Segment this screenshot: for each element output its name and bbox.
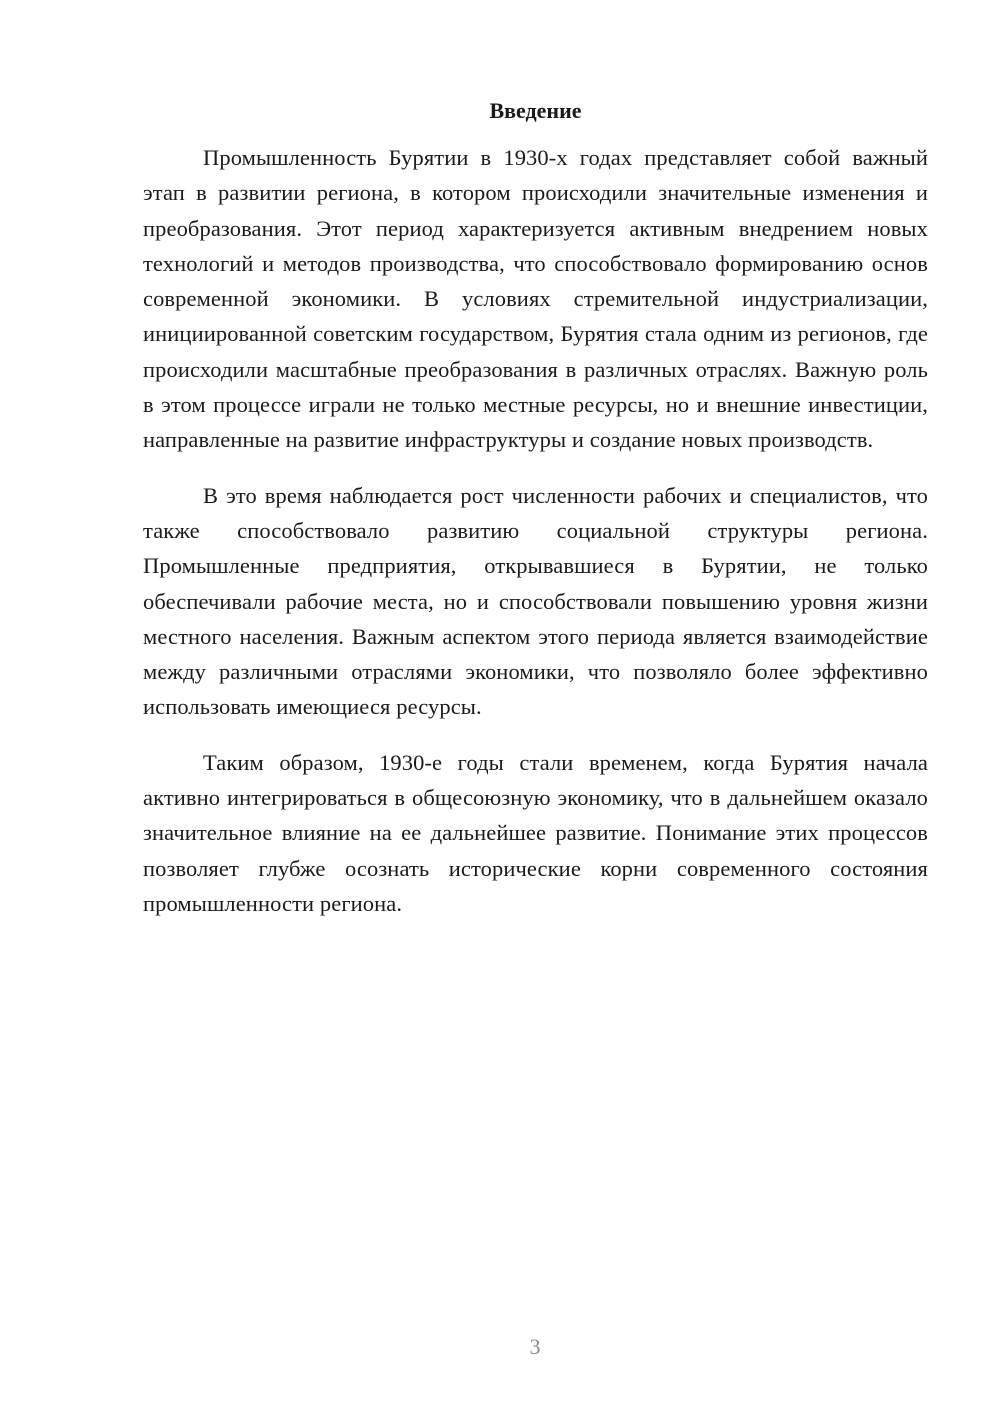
section-heading: Введение bbox=[489, 98, 582, 123]
paragraph-3: Таким образом, 1930-е годы стали временем, когда Бурятия начала активно интегрироваться в общесоюзную экономику, что в дальнейшем оказало значительное влияние на ее дальнейшее развитие. Понимание этих процессов позволяет глубже осознать исторические корни современного состояния промышленности региона. bbox=[143, 749, 928, 916]
page-number: 3 bbox=[529, 1334, 541, 1359]
paragraph-2: В это время наблюдается рост численности рабочих и специалистов, что также способствовало развитию социальной структуры региона. Промышленные предприятия, открывавшиеся в Бурятии, не только обеспечивали рабочие места, но и способствовали повышению уровня жизни местного населения. Важным аспектом этого периода является взаимодействие между различными отраслями экономики, что позволяло более эффективно использовать имеющиеся ресурсы. bbox=[143, 482, 928, 720]
page-content bbox=[143, 96, 928, 941]
paragraph-1: Промышленность Бурятии в 1930-х годах представляет собой важный этап в развитии региона, в котором происходили значительные изменения и преобразования. Этот период характеризуется активным внедрением новых технологий и методов производства, что способствовало формированию основ современной экономики. В условиях стремительной индустриализации, инициированной советским государством, Бурятия стала одним из регионов, где происходили масштабные преобразования в различных отраслях. Важную роль в этом процессе играли не только местные ресурсы, но и внешние инвестиции, направленные на развитие инфраструктуры и создание новых производств. bbox=[143, 145, 928, 453]
